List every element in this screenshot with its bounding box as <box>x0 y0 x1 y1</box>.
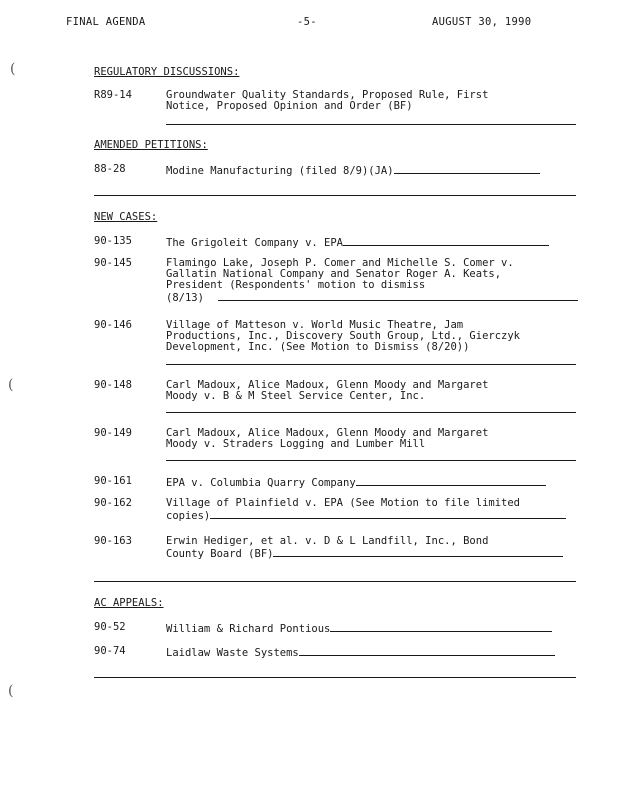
entry-rule <box>166 364 576 365</box>
section-rule <box>94 677 576 678</box>
fill-line <box>394 164 540 174</box>
docket-number: 90-163 <box>94 535 132 547</box>
description-line: EPA v. Columbia Quarry Company <box>166 477 356 489</box>
section-title-amended: AMENDED PETITIONS: <box>94 139 208 151</box>
docket-description <box>166 498 586 522</box>
section-rule <box>94 581 576 582</box>
description-line: Groundwater Quality Standards, Proposed Rule, First <box>166 89 489 101</box>
fill-line <box>218 291 578 301</box>
docket-number: 88-28 <box>94 163 126 175</box>
description-line: The Grigoleit Company v. EPA <box>166 237 344 249</box>
docket-number: 90-148 <box>94 379 132 391</box>
section-title-ac-appeals: AC APPEALS: <box>94 597 164 609</box>
docket-number: 90-52 <box>94 621 126 633</box>
entry-rule <box>166 124 576 125</box>
description-line: Carl Madoux, Alice Madoux, Glenn Moody and Margaret <box>166 427 489 439</box>
docket-description <box>166 622 586 635</box>
description-line: Gallatin National Company and Senator Roger A. Keats, <box>166 268 502 280</box>
margin-mark: ( <box>10 61 16 77</box>
description-line: Notice, Proposed Opinion and Order (BF) <box>166 100 413 112</box>
description-line: Productions, Inc., Discovery South Group, Ltd., Gierczyk <box>166 330 521 342</box>
description-line: President (Respondents' motion to dismiss <box>166 279 426 291</box>
docket-description <box>166 258 586 304</box>
docket-number: R89-14 <box>94 89 132 101</box>
docket-number: 90-135 <box>94 235 132 247</box>
fill-line <box>210 509 566 519</box>
description-line: Flamingo Lake, Joseph P. Comer and Michelle S. Comer v. <box>166 257 514 269</box>
docket-number: 90-149 <box>94 427 132 439</box>
docket-description <box>166 90 586 112</box>
description-line: Development, Inc. (See Motion to Dismiss (8/20)) <box>166 341 470 353</box>
description-line: Village of Matteson v. World Music Theatre, Jam <box>166 319 464 331</box>
header-date: AUGUST 30, 1990 <box>432 16 532 28</box>
docket-description <box>166 536 586 560</box>
docket-description <box>166 646 586 659</box>
section-rule <box>94 195 576 196</box>
header-left: FINAL AGENDA <box>66 16 146 28</box>
description-line: Village of Plainfield v. EPA (See Motion to file limited <box>166 497 521 509</box>
section-title-regulatory: REGULATORY DISCUSSIONS: <box>94 66 240 78</box>
fill-line <box>356 476 546 486</box>
docket-description <box>166 380 586 402</box>
docket-number: 90-74 <box>94 645 126 657</box>
docket-description <box>166 476 586 489</box>
docket-number: 90-161 <box>94 475 132 487</box>
description-line: Laidlaw Waste Systems <box>166 647 299 659</box>
description-line: William & Richard Pontious <box>166 623 331 635</box>
fill-line <box>299 646 555 656</box>
entry-rule <box>166 412 576 413</box>
docket-description <box>166 164 586 177</box>
entry-rule <box>166 460 576 461</box>
docket-number: 90-145 <box>94 257 132 269</box>
description-line: Moody v. Straders Logging and Lumber Mill <box>166 438 426 450</box>
description-line: Carl Madoux, Alice Madoux, Glenn Moody and Margaret <box>166 379 489 391</box>
description-line: County Board (BF) <box>166 548 274 560</box>
description-line: Moody v. B & M Steel Service Center, Inc. <box>166 390 426 402</box>
section-title-new-cases: NEW CASES: <box>94 211 158 223</box>
description-line: (8/13) <box>166 292 204 304</box>
fill-line <box>330 622 552 632</box>
docket-number: 90-146 <box>94 319 132 331</box>
margin-mark: ( <box>8 683 14 699</box>
description-line: Modine Manufacturing (filed 8/9)(JA) <box>166 165 394 177</box>
docket-number: 90-162 <box>94 497 132 509</box>
description-line: Erwin Hediger, et al. v. D & L Landfill, Inc., Bond <box>166 535 489 547</box>
fill-line <box>273 547 563 557</box>
fill-line <box>343 236 549 246</box>
docket-description <box>166 236 586 249</box>
header-page-number: -5- <box>297 16 317 28</box>
margin-mark: ( <box>8 377 14 393</box>
docket-description <box>166 428 586 450</box>
description-line: copies) <box>166 510 211 522</box>
docket-description <box>166 320 586 353</box>
